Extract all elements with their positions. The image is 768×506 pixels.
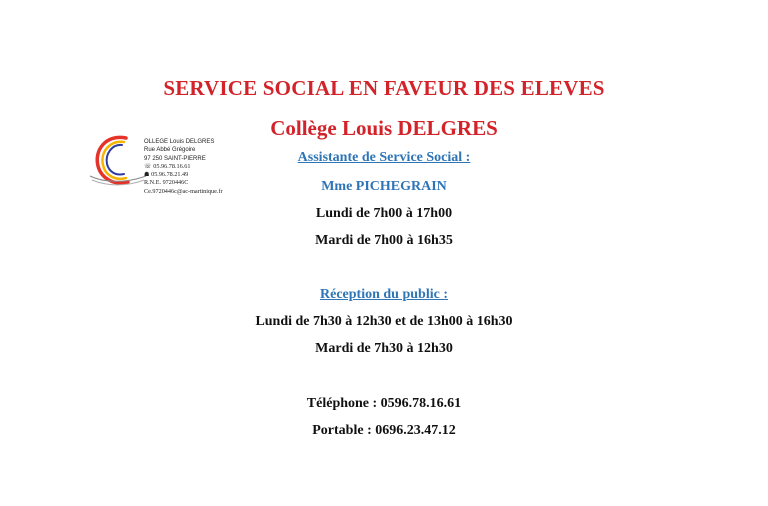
school-name: Collège Louis DELGRES xyxy=(270,116,498,140)
reception-heading: Réception du public : xyxy=(320,287,448,302)
reception-hours-monday: Lundi de 7h30 à 12h30 et de 13h00 à 16h30 xyxy=(255,314,513,329)
page-title: SERVICE SOCIAL EN FAVEUR DES ELEVES xyxy=(163,76,605,100)
logo-line: ☗ 05.96.78.21.49 xyxy=(144,171,189,179)
logo-line: ☏ 05.96.78.16.61 xyxy=(144,162,191,170)
assistant-hours-tuesday: Mardi de 7h00 à 16h35 xyxy=(315,233,453,248)
logo-line: Ce.9720446c@ac-martinique.fr xyxy=(144,187,223,195)
logo-line: Rue Abbé Grégoire xyxy=(144,147,196,154)
logo-line: R.N.E. 9720446C xyxy=(144,179,189,187)
logo-line: 97 250 SAINT-PIERRE xyxy=(144,155,206,162)
portable-line: Portable : 0696.23.47.12 xyxy=(312,423,456,438)
assistant-name: Mme PICHEGRAIN xyxy=(321,179,447,194)
logo-line: OLLEGE Louis DELGRES xyxy=(144,139,215,145)
reception-hours-tuesday: Mardi de 7h30 à 12h30 xyxy=(315,341,453,356)
assistant-heading: Assistante de Service Social : xyxy=(297,150,471,165)
assistant-hours-monday: Lundi de 7h00 à 17h00 xyxy=(315,206,453,221)
telephone-line: Téléphone : 0596.78.16.61 xyxy=(306,396,462,411)
